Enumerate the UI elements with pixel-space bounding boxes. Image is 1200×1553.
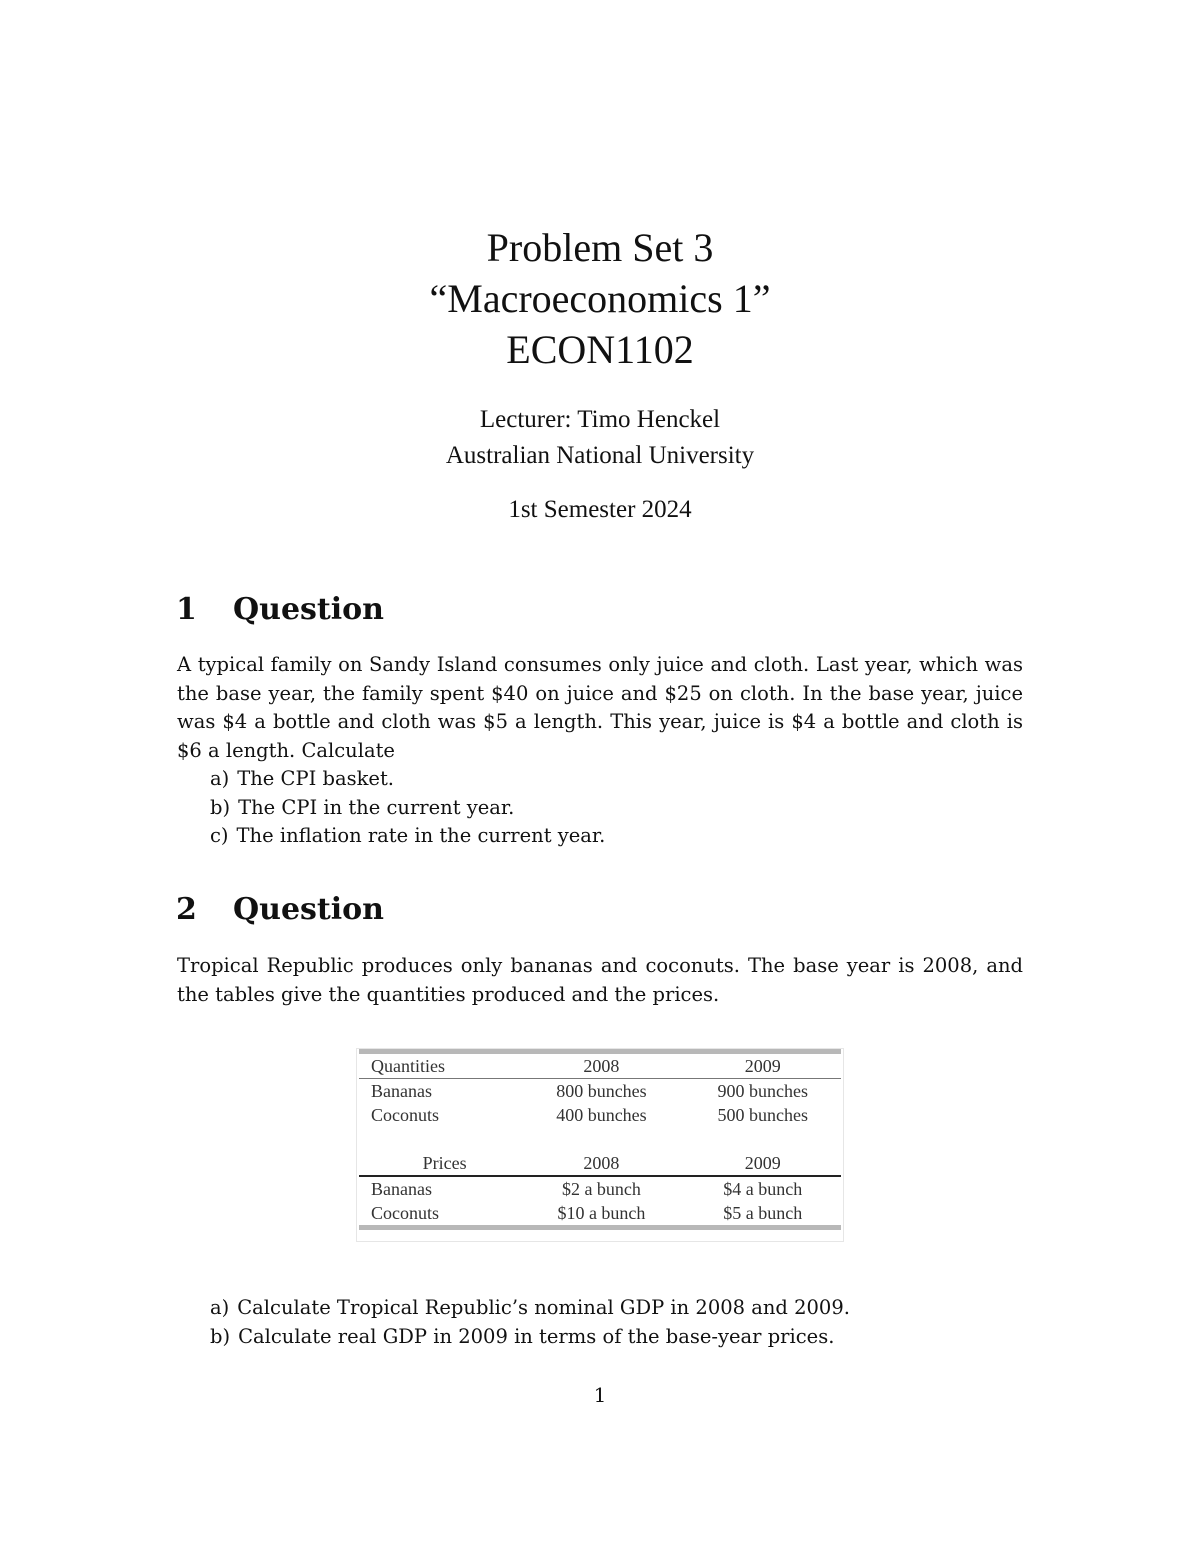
- table-row: Coconuts 400 bunches 500 bunches: [371, 1105, 808, 1125]
- list-item: a) The CPI basket.: [210, 767, 394, 790]
- author-block: [0, 402, 1200, 474]
- table-spacer: [359, 1127, 841, 1151]
- q2-paragraph: Tropical Republic produces only bananas and coconuts. The base year is 2008, and the tables give the quantities produced and the prices.: [177, 954, 1023, 1006]
- section-number: 2: [176, 892, 197, 927]
- q1-list: [210, 765, 605, 851]
- list-item: c) The inflation rate in the current year.: [210, 824, 606, 847]
- data-table-image: [356, 1048, 844, 1242]
- table-row: Bananas $2 a bunch $4 a bunch: [371, 1179, 803, 1199]
- section-title: Question: [233, 592, 384, 627]
- table-header-row: Quantities 2008 2009: [359, 1052, 841, 1079]
- section-heading-q2: [176, 890, 384, 930]
- semester: 1st Semester 2024: [508, 496, 692, 523]
- section-number: 1: [176, 592, 197, 627]
- quantities-prices-table: [359, 1049, 841, 1230]
- table-row: Bananas 800 bunches 900 bunches: [371, 1081, 808, 1101]
- university: Australian National University: [445, 442, 755, 469]
- table-header-row: Prices 2008 2009: [359, 1151, 841, 1176]
- list-item: b) Calculate real GDP in 2009 in terms of the base-year prices.: [210, 1324, 835, 1348]
- section-title: Question: [233, 892, 384, 927]
- document-title: Problem Set 3: [486, 225, 714, 270]
- lecturer: Lecturer: Timo Henckel: [479, 406, 721, 433]
- section-heading-q1: [176, 590, 384, 630]
- table-row: Coconuts $10 a bunch $5 a bunch: [359, 1201, 841, 1228]
- course-code: ECON1102: [506, 327, 694, 372]
- list-item: a) Calculate Tropical Republic’s nominal GDP in 2008 and 2009.: [210, 1296, 850, 1319]
- page-number: 1: [593, 1383, 607, 1407]
- q2-list: [210, 1294, 850, 1351]
- course-name: “Macroeconomics 1”: [429, 276, 771, 321]
- list-item: b) The CPI in the current year.: [210, 795, 515, 819]
- title-block: [0, 222, 1200, 375]
- q1-paragraph: A typical family on Sandy Island consumes only juice and cloth. Last year, which was the base year, the family spent $40 on juice and $25 on cloth. In the base year, juice was $4 a bottle and cloth was $5 a length. This year, juice is $4 a bottle and cloth is $6 a length. Calculate: [177, 653, 1023, 762]
